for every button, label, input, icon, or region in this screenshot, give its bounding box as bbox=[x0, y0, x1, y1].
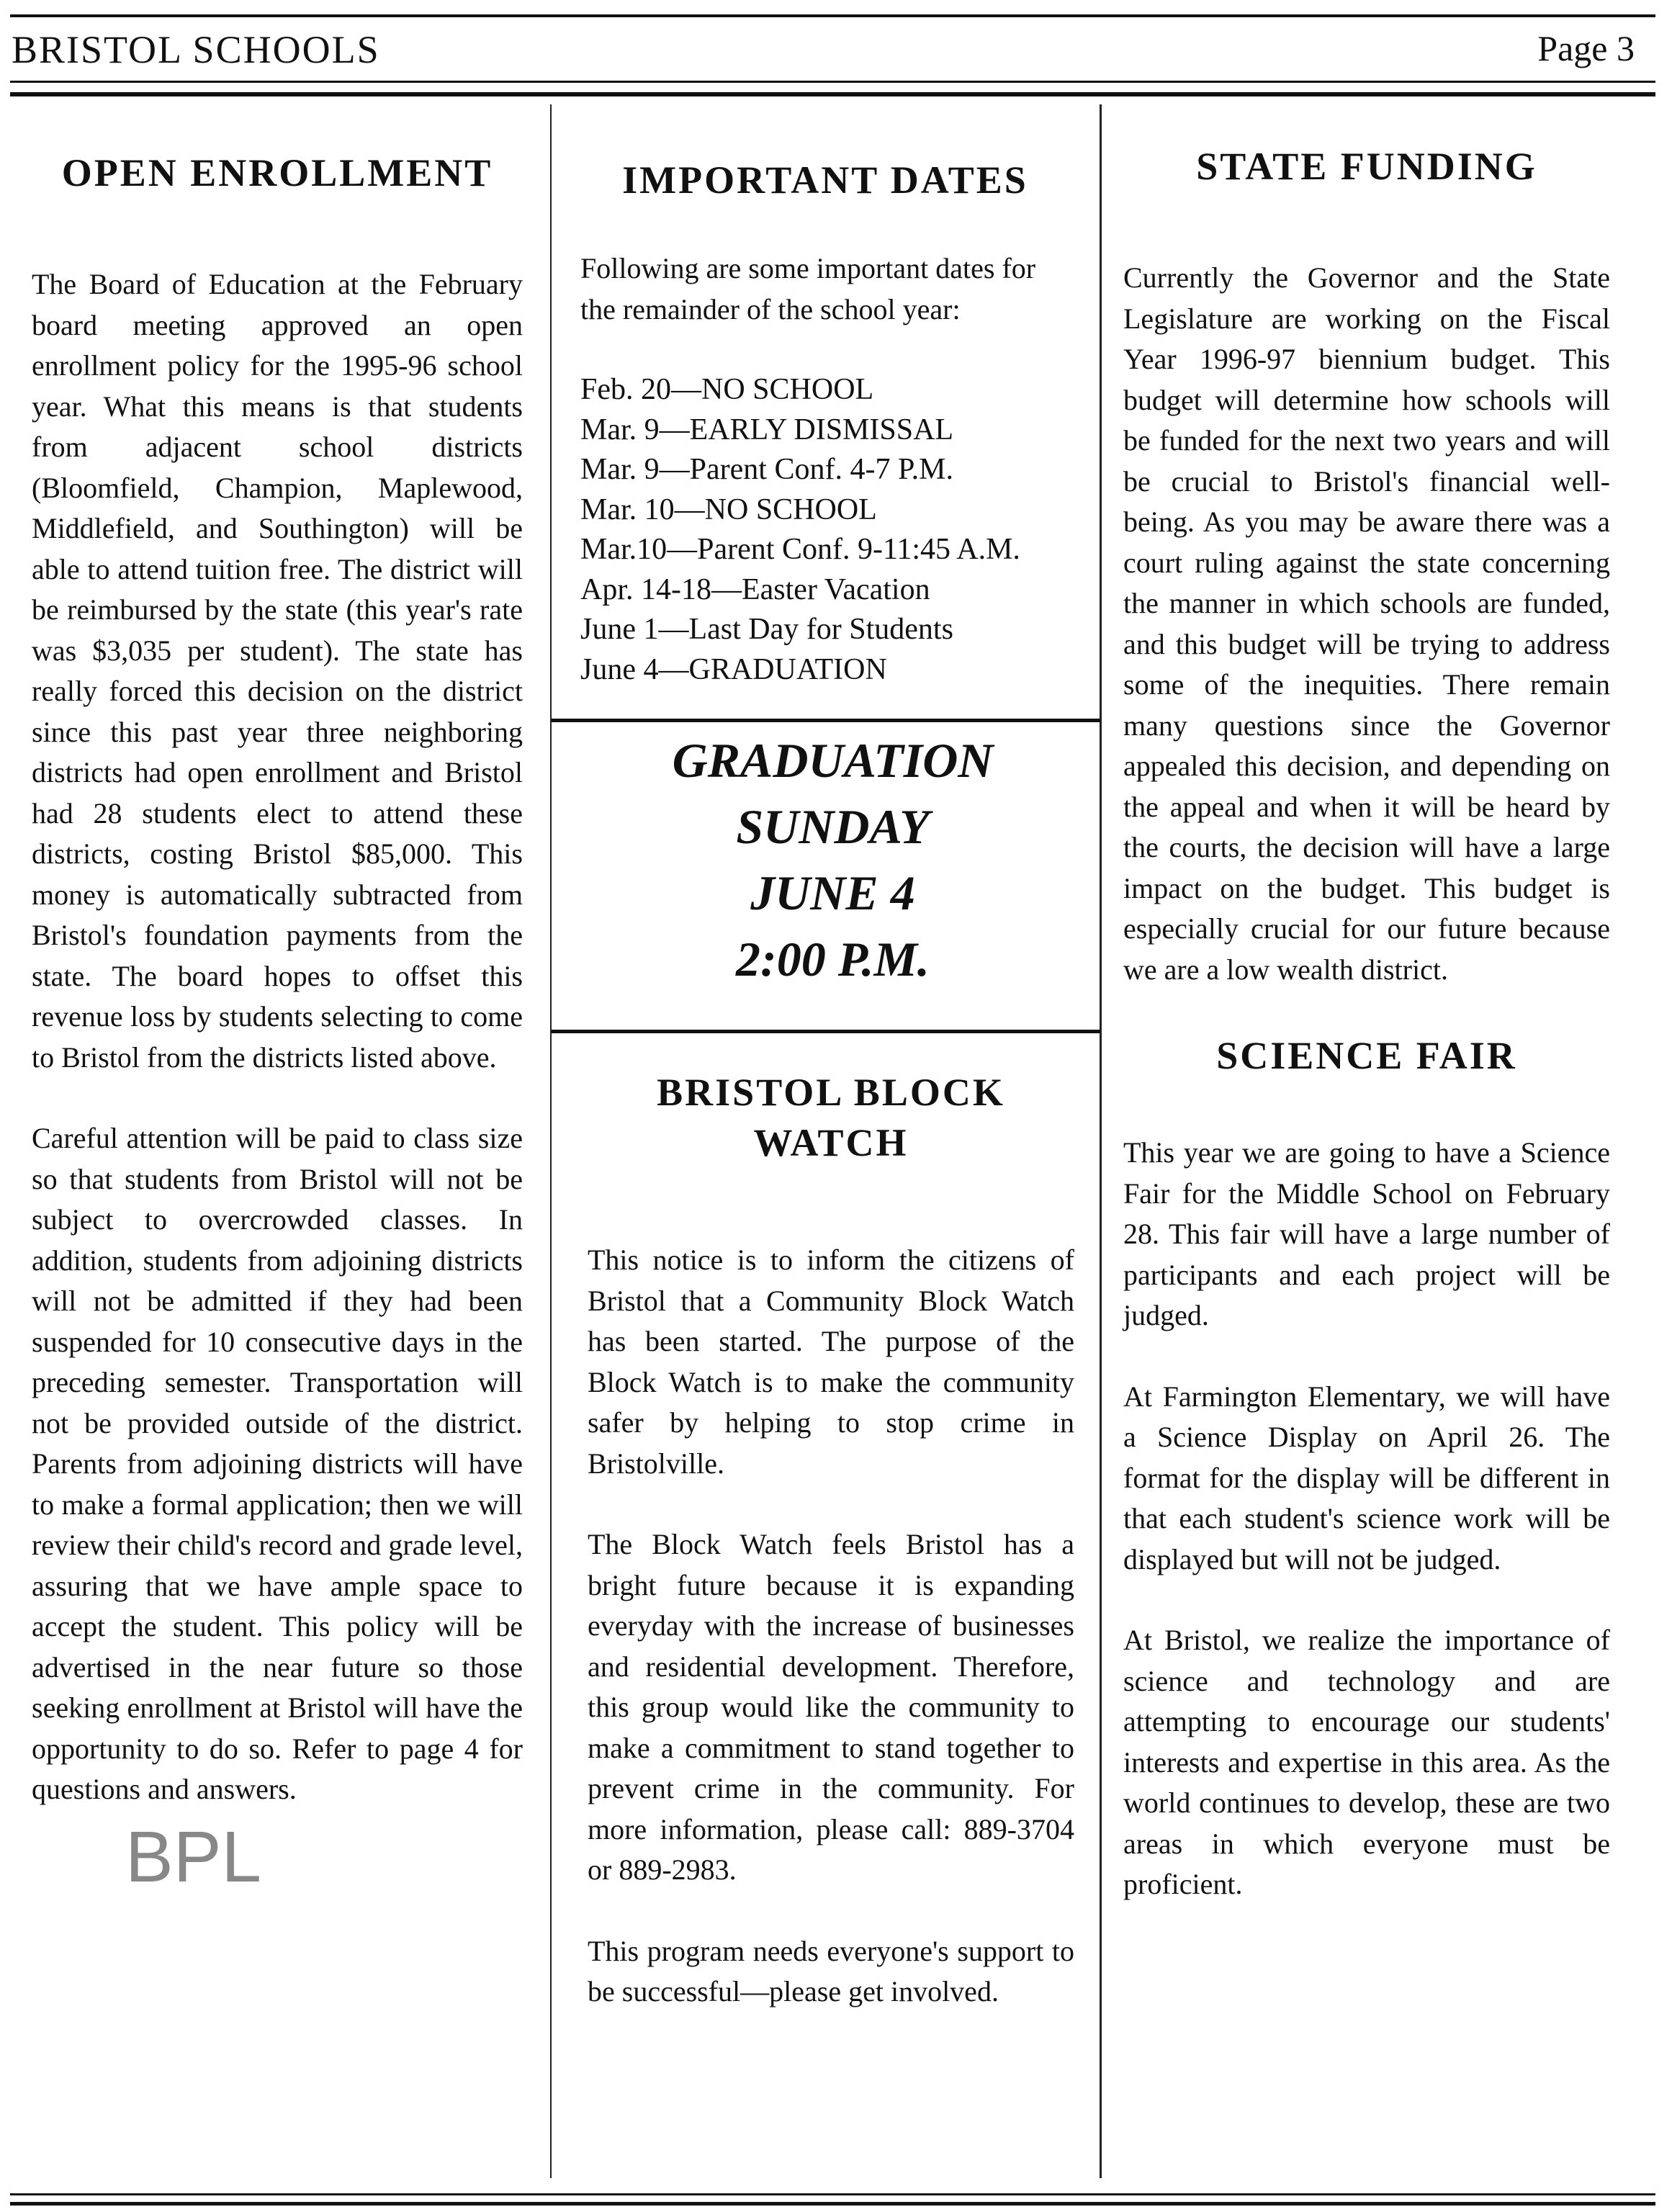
article-paragraph: At Bristol, we realize the importance of science and technology and are attempting to encourage our students' interests and expertise in this area. As the world continues to develop, these are two areas in which everyone must be proficient. bbox=[1123, 1624, 1610, 1900]
article-heading: STATE FUNDING bbox=[1196, 145, 1537, 188]
article-paragraph: Currently the Governor and the State Legislature are working on the Fiscal Year 1996-97 biennium budget. This budget will determine how schools will be funded for the next two years and will be crucial to Bristol's financial well-being. As you may be aware there was a court ruling against the state concerning the manner in which schools are funded, and this budget will be trying to address some of the inequities. There remain many questions since the Governor appealed this decision, and depending on the appeal and when it will be heard by the courts, the decision will have a large impact on the budget. This budget is especially crucial for our future because we are a low wealth district. bbox=[1123, 261, 1610, 986]
article-paragraph: This year we are going to have a Science Fair for the Middle School on February 28. This fair will have a large number of participants and each project will be judged. bbox=[1123, 1136, 1610, 1331]
graduation-announcement bbox=[565, 727, 1101, 992]
open-enrollment-article bbox=[32, 148, 523, 1897]
article-heading: SCIENCE FAIR bbox=[1216, 1034, 1517, 1077]
science-fair-article bbox=[1123, 1030, 1610, 1905]
article-paragraph: This notice is to inform the citizens of Bristol that a Community Block Watch has been started. The purpose of the Block Watch is to make the community safer by helping to stop crime in Bristolville. bbox=[588, 1244, 1074, 1480]
bottom-rule bbox=[10, 2193, 1655, 2195]
article-heading-line: BRISTOL BLOCK bbox=[657, 1071, 1005, 1114]
bottom-rule-thick bbox=[10, 2202, 1655, 2206]
header-rule-thick bbox=[10, 92, 1655, 96]
date-item: Mar.10—Parent Conf. 9-11:45 A.M. bbox=[580, 533, 1020, 566]
article-paragraph: Careful attention will be paid to class size so that students from Bristol will not be subject to overcrowded classes. In addition, students from adjoining districts will not be admitted if they had been suspended for 10 consecutive days in the preceding semester. Transportation will not be provided outside of the district. Parents from adjoining districts will have to make a formal application; then we will review their child's record and grade level, assuring that we have ample space to accept the student. This policy will be advertised in the near future so those seeking enrollment at Bristol will have the opportunity to do so. Refer to page 4 for questions and answers. bbox=[32, 1122, 523, 1805]
date-item: Mar. 9—Parent Conf. 4-7 P.M. bbox=[580, 453, 953, 486]
dates-intro: Following are some important dates for the remainder of the school year: bbox=[580, 252, 1036, 325]
page-number: Page 3 bbox=[1537, 28, 1635, 68]
section-divider bbox=[552, 719, 1100, 722]
date-item: Feb. 20—NO SCHOOL bbox=[580, 373, 874, 406]
bpl-watermark: BPL bbox=[125, 1816, 262, 1897]
column-divider-right bbox=[1100, 104, 1102, 2178]
top-rule bbox=[10, 14, 1655, 17]
graduation-line: JUNE 4 bbox=[750, 866, 915, 920]
masthead: BRISTOL SCHOOLS bbox=[12, 28, 380, 71]
header-rule bbox=[10, 81, 1655, 83]
section-divider bbox=[552, 1030, 1100, 1033]
state-funding-article bbox=[1123, 141, 1610, 990]
article-heading-line: WATCH bbox=[753, 1121, 909, 1164]
article-heading: OPEN ENROLLMENT bbox=[61, 151, 493, 194]
graduation-line: SUNDAY bbox=[736, 799, 930, 854]
dates-list bbox=[580, 370, 1070, 690]
graduation-line: GRADUATION bbox=[672, 733, 994, 788]
date-item: Apr. 14-18—Easter Vacation bbox=[580, 572, 930, 606]
article-paragraph: This program needs everyone's support to be successful—please get involved. bbox=[588, 1934, 1074, 2008]
graduation-line: 2:00 P.M. bbox=[736, 932, 930, 986]
date-item: Mar. 9—EARLY DISMISSAL bbox=[580, 413, 954, 446]
article-paragraph: The Block Watch feels Bristol has a bright future because it is expanding everyday with the increase of businesses and residential development. Therefore, this group would like the community to make a commitment to stand together to prevent crime in the community. For more information, please call: 889-3704 or 889-2983. bbox=[588, 1528, 1074, 1886]
article-paragraph: The Board of Education at the February board meeting approved an open enrollment policy for the 1995-96 school year. What this means is that students from adjacent school districts (Bloomfield, Champion, Maplewood, Middlefield, and Southington) will be able to attend tuition free. The district will be reimbursed by the state (this year's rate was $3,035 per student). The state has really forced this decision on the district since this past year three neighboring districts had open enrollment and Bristol had 28 students elect to attend these districts, costing Bristol $85,000. This money is automatically subtracted from Bristol's foundation payments from the state. The board hopes to offset this revenue loss by students selecting to come to Bristol from the districts listed above. bbox=[32, 268, 523, 1074]
date-item: June 4—GRADUATION bbox=[580, 652, 887, 686]
block-watch-article bbox=[588, 1067, 1074, 2053]
date-item: June 1—Last Day for Students bbox=[580, 613, 953, 646]
right-column bbox=[1123, 141, 1610, 1946]
section-heading: IMPORTANT DATES bbox=[622, 158, 1028, 202]
important-dates-section bbox=[580, 155, 1070, 690]
date-item: Mar. 10—NO SCHOOL bbox=[580, 493, 877, 526]
article-paragraph: At Farmington Elementary, we will have a Science Display on April 26. The format for the display will be different in that each student's science work will be displayed but will not be judged. bbox=[1123, 1380, 1610, 1575]
column-divider-left bbox=[550, 104, 552, 2178]
